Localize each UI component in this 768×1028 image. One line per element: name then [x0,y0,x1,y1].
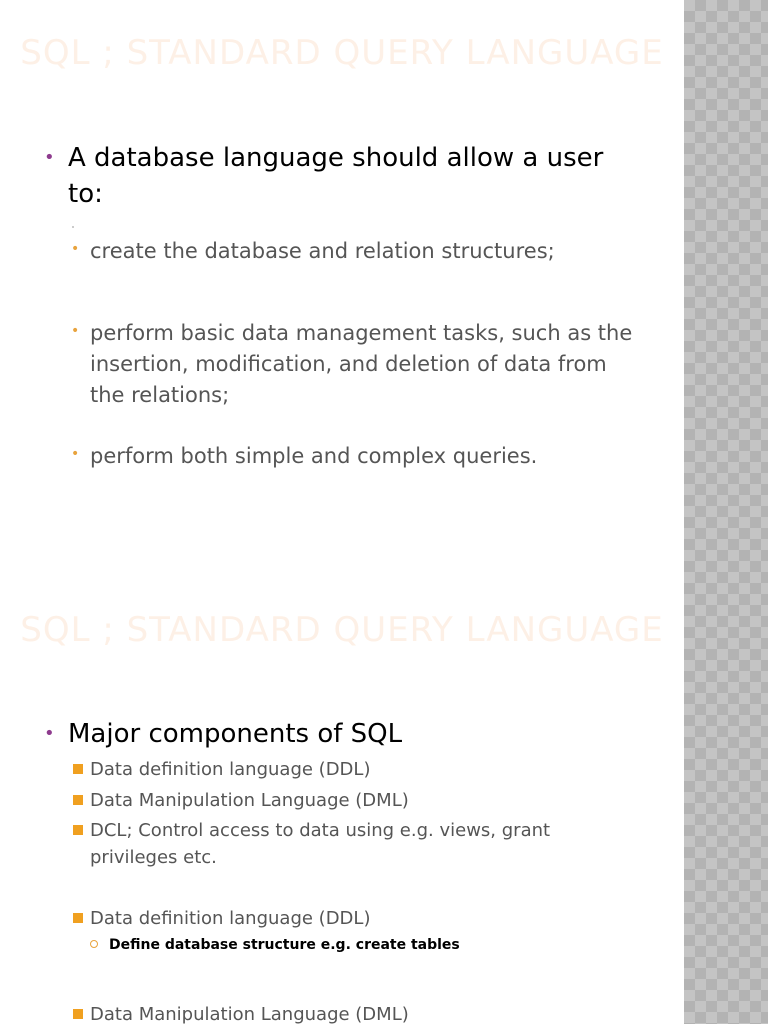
slide1-sub-bullet-text: perform both simple and complex queries. [90,444,538,468]
slide1-sub-bullet [71,318,635,411]
slide2-item-text: Data Manipulation Language (DML) [90,790,409,811]
slide2-main-bullet [44,716,638,752]
slide1-main-bullet [44,140,638,212]
slide1-sub-bullet [71,236,635,267]
square-bullet-icon [73,1009,83,1019]
slide2-sub-item [109,935,629,955]
square-bullet-icon [73,913,83,923]
slide2-main-bullet-text: Major components of SQL [68,719,403,749]
decorative-mark [72,226,74,228]
slide1-main-bullet-text: A database language should allow a user to: [68,143,604,209]
slide2-item-text: Data definition language (DDL) [90,908,371,929]
slide2-item-text: Data Manipulation Language (DML) [90,1004,409,1025]
decorative-side-pattern [684,0,768,1024]
square-bullet-icon [73,764,83,774]
slide2-title: SQL ; STANDARD QUERY LANGUAGE [20,610,664,650]
bullet-dot-icon: • [44,147,55,168]
slide2-item-text: DCL; Control access to data using e.g. views, grant privileges etc. [90,820,551,868]
slide2-item-text: Data definition language (DDL) [90,759,371,780]
slide1-sub-bullet [71,441,635,472]
bullet-dot-icon: • [71,323,80,339]
bullet-dot-icon: • [44,723,55,744]
square-bullet-icon [73,795,83,805]
slide2-item [90,756,635,783]
square-bullet-icon [73,825,83,835]
bullet-dot-icon: • [71,446,80,462]
bullet-dot-icon: • [71,241,80,257]
slide2-sub-item-text: Define database structure e.g. create tables [109,937,460,953]
slide2-item [90,905,635,932]
slide2-item [90,817,635,871]
slide2-item [90,787,635,814]
slide1-sub-bullet-text: perform basic data management tasks, such as the insertion, modification, and deletion of data from the relations; [90,321,633,407]
slide1-sub-bullet-text: create the database and relation structures; [90,239,555,263]
slide1-title: SQL ; STANDARD QUERY LANGUAGE [20,33,664,73]
circle-bullet-icon [90,940,98,948]
